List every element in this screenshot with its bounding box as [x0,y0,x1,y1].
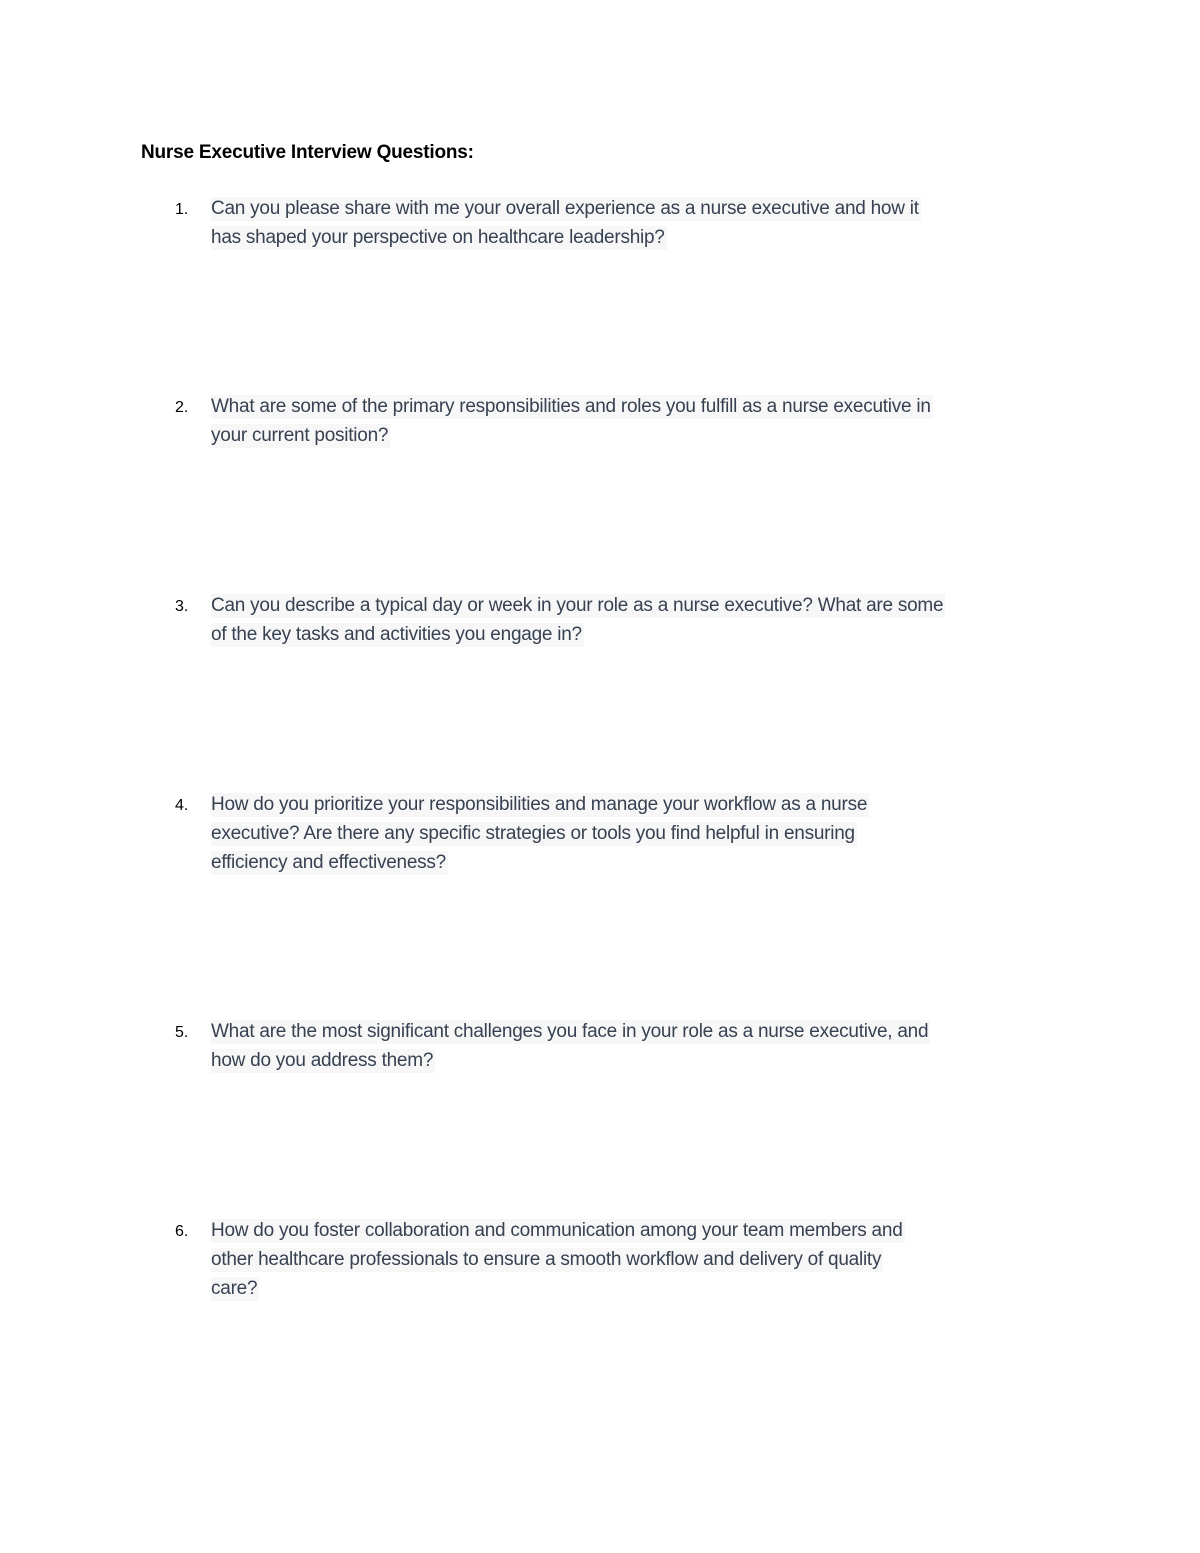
question-text-line: how do you address them? [211,1050,434,1071]
question-text-line: has shaped your perspective on healthcare leadership? [211,227,665,248]
question-number: 6. [175,1223,189,1240]
question-text-line: efficiency and effectiveness? [211,852,446,873]
question-text-line: of the key tasks and activities you engage in? [211,624,582,645]
question-text-line: Can you please share with me your overall experience as a nurse executive and how it [211,198,919,219]
question-number: 2. [175,399,189,416]
question-text-line: other healthcare professionals to ensure a smooth workflow and delivery of quality [211,1249,882,1270]
question-number: 5. [175,1024,189,1041]
question-text-line: care? [211,1278,258,1299]
question-text-line: executive? Are there any specific strategies or tools you find helpful in ensuring [211,823,855,844]
question-text-line: How do you foster collaboration and communication among your team members and [211,1220,903,1241]
question-text-line: Can you describe a typical day or week in your role as a nurse executive? What are some [211,595,944,616]
question-text-line: What are the most significant challenges you face in your role as a nurse executive, and [211,1021,929,1042]
question-text-line: How do you prioritize your responsibilities and manage your workflow as a nurse [211,794,868,815]
question-number: 4. [175,797,189,814]
question-number: 1. [175,201,189,218]
question-text-line: What are some of the primary responsibilities and roles you fulfill as a nurse executive in [211,396,931,417]
question-number: 3. [175,598,189,615]
document-title: Nurse Executive Interview Questions: [141,142,474,163]
question-text-line: your current position? [211,425,389,446]
